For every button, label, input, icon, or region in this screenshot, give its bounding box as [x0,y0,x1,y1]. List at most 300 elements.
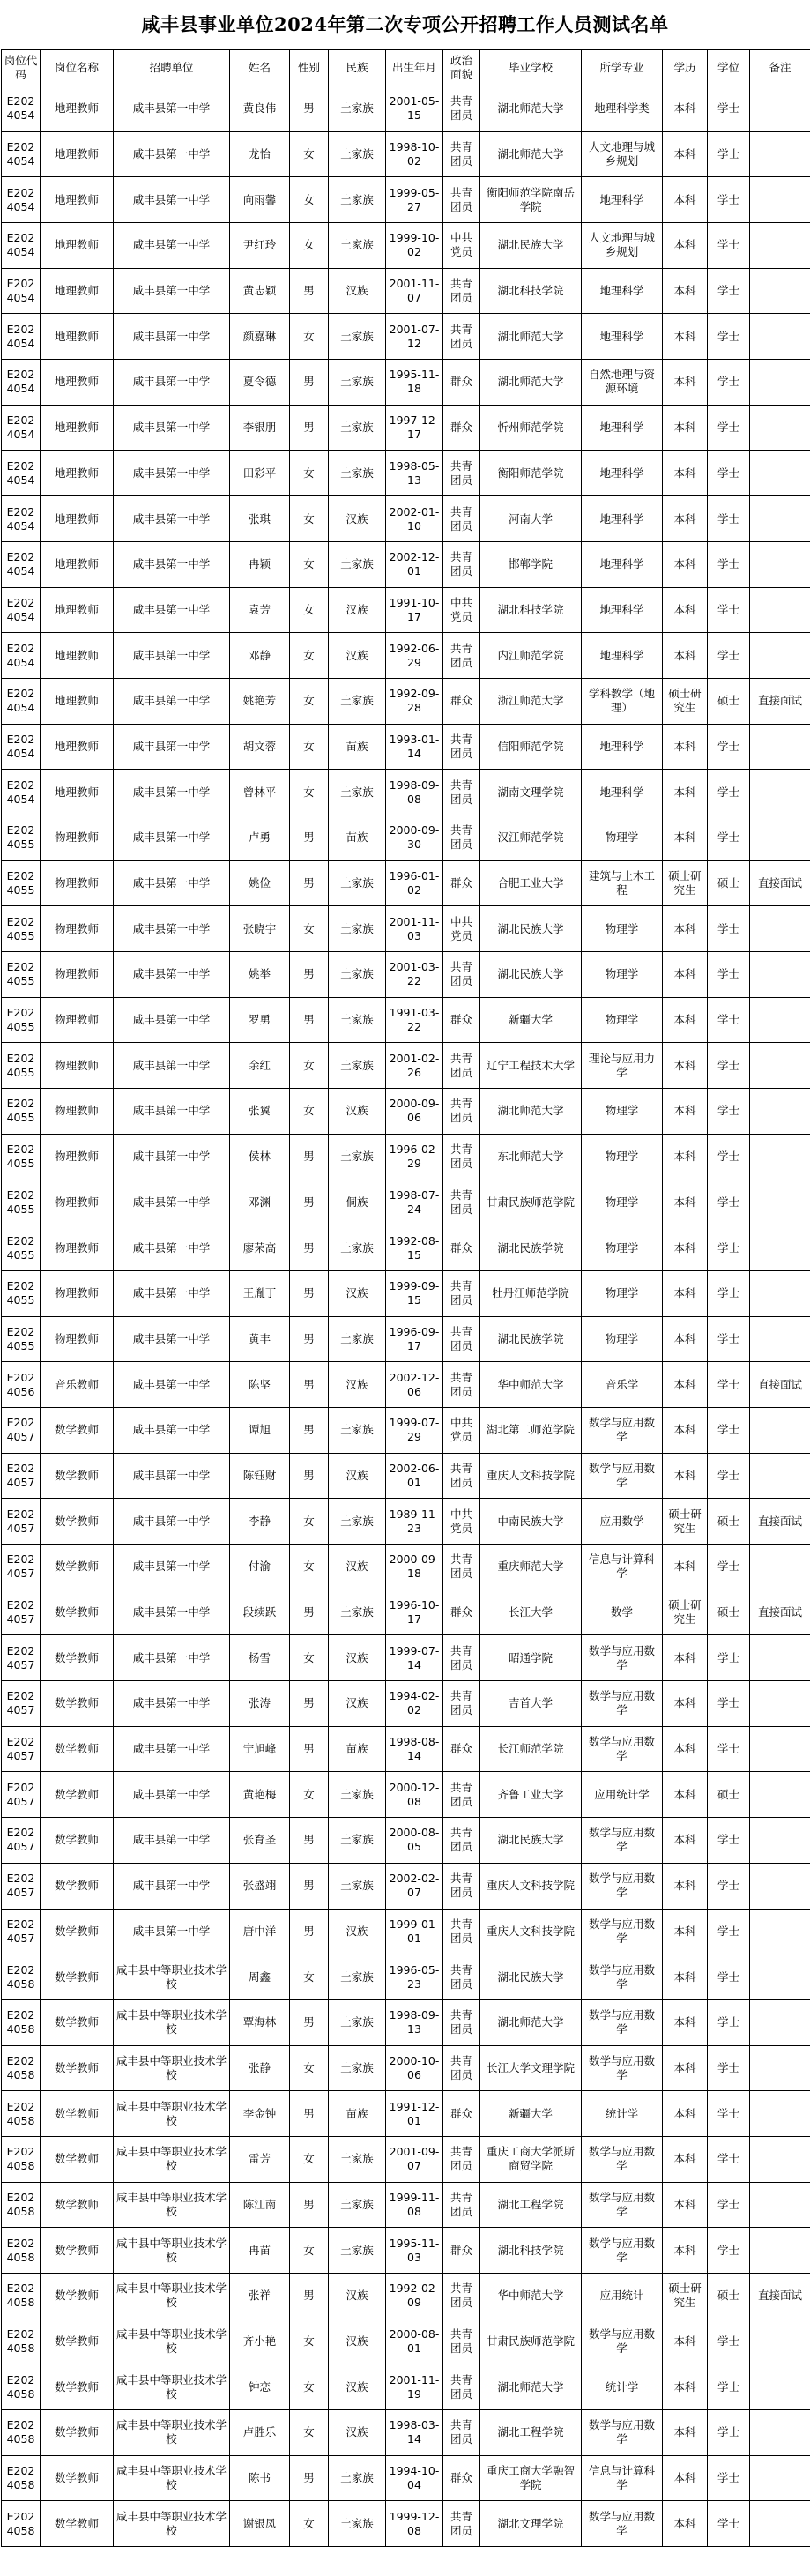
gender-cell: 男 [290,405,329,450]
degree-cell: 学士 [708,131,750,177]
school-cell: 衡阳师范学院南岳学院 [480,177,582,223]
table-row [2,1407,810,1453]
education-cell: 本科 [663,360,708,406]
table-row [2,1818,810,1864]
post-code-cell: E2024055 [2,906,41,952]
ethnicity-cell: 土家族 [329,1316,386,1362]
table-row [2,2319,810,2364]
birth-date-cell: 2002-02-07 [386,1863,443,1909]
degree-cell: 学士 [708,2228,750,2274]
post-code-cell: E2024055 [2,1043,41,1089]
remarks-cell: 直接面试 [750,678,810,724]
table-row [2,2136,810,2182]
education-cell: 本科 [663,2182,708,2228]
table-row [2,1999,810,2045]
school-cell: 牡丹江师范学院 [480,1270,582,1316]
school-cell: 新疆大学 [480,2091,582,2137]
birth-date-cell: 1996-09-17 [386,1316,443,1362]
post-name-cell: 数学教师 [41,1590,114,1635]
name-cell: 陈坚 [230,1362,290,1408]
post-code-cell: E2024058 [2,2364,41,2410]
birth-date-cell: 1999-01-01 [386,1909,443,1954]
school-cell: 新疆大学 [480,997,582,1043]
ethnicity-cell: 汉族 [329,633,386,679]
degree-cell: 学士 [708,1453,750,1499]
remarks-cell [750,770,810,815]
degree-cell: 学士 [708,2136,750,2182]
remarks-cell [750,1180,810,1225]
post-name-cell: 物理教师 [41,1043,114,1089]
employer-cell: 咸丰县第一中学 [114,1545,230,1590]
school-cell: 辽宁工程技术大学 [480,1043,582,1089]
name-cell: 黄艳梅 [230,1772,290,1818]
gender-cell: 男 [290,952,329,998]
ethnicity-cell: 汉族 [329,2274,386,2319]
political-status-cell: 共青团员 [443,496,480,542]
name-cell: 向雨馨 [230,177,290,223]
political-status-cell: 共青团员 [443,1270,480,1316]
remarks-cell [750,2410,810,2456]
major-cell: 理论与应用力学 [582,1043,663,1089]
name-cell: 张育圣 [230,1818,290,1864]
post-name-cell: 数学教师 [41,1499,114,1545]
birth-date-cell: 1994-02-02 [386,1681,443,1727]
degree-cell: 学士 [708,2182,750,2228]
post-name-cell: 数学教师 [41,2274,114,2319]
employer-cell: 咸丰县第一中学 [114,1316,230,1362]
name-cell: 付渝 [230,1545,290,1590]
ethnicity-cell: 土家族 [329,906,386,952]
school-cell: 湖北民族大学 [480,952,582,998]
major-cell: 人文地理与城乡规划 [582,223,663,269]
header-post-name: 岗位名称 [41,50,114,86]
education-cell: 本科 [663,587,708,633]
table-row [2,268,810,314]
major-cell: 物理学 [582,815,663,861]
employer-cell: 咸丰县中等职业技术学校 [114,1954,230,2000]
gender-cell: 女 [290,2319,329,2364]
remarks-cell [750,1225,810,1271]
political-status-cell: 共青团员 [443,1863,480,1909]
degree-cell: 学士 [708,2091,750,2137]
political-status-cell: 共青团员 [443,1180,480,1225]
education-cell: 本科 [663,2410,708,2456]
birth-date-cell: 2000-10-06 [386,2045,443,2091]
ethnicity-cell: 汉族 [329,1681,386,1727]
major-cell: 统计学 [582,2364,663,2410]
post-code-cell: E2024054 [2,268,41,314]
employer-cell: 咸丰县第一中学 [114,815,230,861]
employer-cell: 咸丰县第一中学 [114,314,230,360]
name-cell: 陈钰财 [230,1453,290,1499]
school-cell: 湖北师范大学 [480,360,582,406]
name-cell: 雷芳 [230,2136,290,2182]
gender-cell: 女 [290,496,329,542]
gender-cell: 男 [290,1316,329,1362]
name-cell: 颜嘉琳 [230,314,290,360]
remarks-cell [750,952,810,998]
education-cell: 本科 [663,1545,708,1590]
remarks-cell [750,1545,810,1590]
post-name-cell: 地理教师 [41,405,114,450]
remarks-cell [750,1089,810,1135]
political-status-cell: 共青团员 [443,314,480,360]
remarks-cell [750,1999,810,2045]
employer-cell: 咸丰县中等职业技术学校 [114,2274,230,2319]
birth-date-cell: 2000-12-08 [386,1772,443,1818]
ethnicity-cell: 土家族 [329,360,386,406]
major-cell: 数学与应用数学 [582,1726,663,1772]
political-status-cell: 共青团员 [443,541,480,587]
gender-cell: 女 [290,450,329,496]
employer-cell: 咸丰县第一中学 [114,952,230,998]
gender-cell: 男 [290,1681,329,1727]
name-cell: 覃海林 [230,1999,290,2045]
political-status-cell: 群众 [443,2091,480,2137]
political-status-cell: 中共党员 [443,906,480,952]
birth-date-cell: 2000-09-30 [386,815,443,861]
table-row [2,1134,810,1180]
employer-cell: 咸丰县中等职业技术学校 [114,2410,230,2456]
political-status-cell: 共青团员 [443,1453,480,1499]
birth-date-cell: 1999-11-08 [386,2182,443,2228]
ethnicity-cell: 土家族 [329,860,386,906]
post-name-cell: 数学教师 [41,1818,114,1864]
major-cell: 地理科学 [582,633,663,679]
birth-date-cell: 1996-05-23 [386,1954,443,2000]
degree-cell: 学士 [708,1818,750,1864]
major-cell: 自然地理与资源环境 [582,360,663,406]
major-cell: 数学与应用数学 [582,2410,663,2456]
gender-cell: 女 [290,1499,329,1545]
post-code-cell: E2024058 [2,2228,41,2274]
degree-cell: 学士 [708,86,750,132]
employer-cell: 咸丰县中等职业技术学校 [114,2136,230,2182]
school-cell: 重庆工商大学融智学院 [480,2455,582,2501]
ethnicity-cell: 汉族 [329,1270,386,1316]
table-row [2,633,810,679]
employer-cell: 咸丰县中等职业技术学校 [114,2501,230,2547]
name-cell: 张涛 [230,1681,290,1727]
ethnicity-cell: 土家族 [329,1134,386,1180]
remarks-cell [750,1863,810,1909]
major-cell: 应用数学 [582,1499,663,1545]
table-row [2,223,810,269]
gender-cell: 男 [290,997,329,1043]
remarks-cell [750,1407,810,1453]
ethnicity-cell: 土家族 [329,952,386,998]
gender-cell: 男 [290,2274,329,2319]
name-cell: 段续跃 [230,1590,290,1635]
degree-cell: 学士 [708,1225,750,1271]
political-status-cell: 共青团员 [443,815,480,861]
major-cell: 信息与计算科学 [582,2455,663,2501]
major-cell: 数学与应用数学 [582,1999,663,2045]
ethnicity-cell: 土家族 [329,997,386,1043]
political-status-cell: 共青团员 [443,1043,480,1089]
ethnicity-cell: 汉族 [329,2319,386,2364]
name-cell: 侯林 [230,1134,290,1180]
education-cell: 本科 [663,2364,708,2410]
name-cell: 宁旭峰 [230,1726,290,1772]
ethnicity-cell: 土家族 [329,1863,386,1909]
school-cell: 合肥工业大学 [480,860,582,906]
post-code-cell: E2024058 [2,1954,41,2000]
remarks-cell [750,633,810,679]
ethnicity-cell: 土家族 [329,1954,386,2000]
remarks-cell [750,2364,810,2410]
remarks-cell [750,724,810,770]
post-name-cell: 地理教师 [41,268,114,314]
table-row [2,1772,810,1818]
post-name-cell: 物理教师 [41,906,114,952]
birth-date-cell: 1996-10-17 [386,1590,443,1635]
table-row [2,360,810,406]
education-cell: 本科 [663,1453,708,1499]
birth-date-cell: 2002-12-06 [386,1362,443,1408]
education-cell: 本科 [663,1407,708,1453]
birth-date-cell: 1998-10-02 [386,131,443,177]
political-status-cell: 群众 [443,1590,480,1635]
birth-date-cell: 2002-12-01 [386,541,443,587]
post-name-cell: 数学教师 [41,1681,114,1727]
degree-cell: 学士 [708,450,750,496]
table-row [2,2182,810,2228]
name-cell: 张静 [230,2045,290,2091]
gender-cell: 男 [290,2091,329,2137]
education-cell: 本科 [663,1954,708,2000]
degree-cell: 学士 [708,906,750,952]
table-row [2,952,810,998]
post-code-cell: E2024058 [2,1999,41,2045]
post-code-cell: E2024054 [2,496,41,542]
gender-cell: 男 [290,860,329,906]
post-name-cell: 地理教师 [41,724,114,770]
political-status-cell: 共青团员 [443,1772,480,1818]
remarks-cell: 直接面试 [750,1590,810,1635]
name-cell: 姚举 [230,952,290,998]
major-cell: 地理科学 [582,268,663,314]
employer-cell: 咸丰县中等职业技术学校 [114,2182,230,2228]
education-cell: 本科 [663,131,708,177]
ethnicity-cell: 侗族 [329,1180,386,1225]
name-cell: 杨雪 [230,1635,290,1681]
political-status-cell: 群众 [443,1726,480,1772]
table-row [2,86,810,132]
employer-cell: 咸丰县第一中学 [114,405,230,450]
gender-cell: 女 [290,131,329,177]
birth-date-cell: 2001-11-03 [386,906,443,952]
name-cell: 张晓宇 [230,906,290,952]
birth-date-cell: 1998-07-24 [386,1180,443,1225]
political-status-cell: 中共党员 [443,1407,480,1453]
post-name-cell: 物理教师 [41,1225,114,1271]
school-cell: 重庆师范大学 [480,1545,582,1590]
political-status-cell: 共青团员 [443,1134,480,1180]
post-code-cell: E2024054 [2,131,41,177]
degree-cell: 学士 [708,1043,750,1089]
degree-cell: 学士 [708,1545,750,1590]
employer-cell: 咸丰县第一中学 [114,450,230,496]
birth-date-cell: 1999-07-14 [386,1635,443,1681]
school-cell: 湖北民族大学 [480,1954,582,2000]
table-row [2,1453,810,1499]
remarks-cell [750,223,810,269]
education-cell: 本科 [663,1999,708,2045]
school-cell: 甘肃民族师范学院 [480,1180,582,1225]
name-cell: 王胤丁 [230,1270,290,1316]
remarks-cell [750,314,810,360]
political-status-cell: 群众 [443,678,480,724]
birth-date-cell: 1998-09-13 [386,1999,443,2045]
post-code-cell: E2024057 [2,1909,41,1954]
post-code-cell: E2024057 [2,1545,41,1590]
major-cell: 地理科学 [582,405,663,450]
major-cell: 数学与应用数学 [582,1954,663,2000]
header-degree: 学位 [708,50,750,86]
gender-cell: 男 [290,1453,329,1499]
political-status-cell: 群众 [443,2455,480,2501]
post-code-cell: E2024055 [2,860,41,906]
table-row [2,2045,810,2091]
remarks-cell [750,2091,810,2137]
post-code-cell: E2024054 [2,405,41,450]
name-cell: 尹红玲 [230,223,290,269]
school-cell: 长江大学 [480,1590,582,1635]
school-cell: 湖北工程学院 [480,2410,582,2456]
name-cell: 周鑫 [230,1954,290,2000]
employer-cell: 咸丰县中等职业技术学校 [114,2319,230,2364]
school-cell: 湖北师范大学 [480,1999,582,2045]
school-cell: 邯郸学院 [480,541,582,587]
political-status-cell: 共青团员 [443,1681,480,1727]
name-cell: 田彩平 [230,450,290,496]
education-cell: 本科 [663,86,708,132]
header-employer: 招聘单位 [114,50,230,86]
post-name-cell: 物理教师 [41,997,114,1043]
post-code-cell: E2024057 [2,1681,41,1727]
major-cell: 数学与应用数学 [582,2136,663,2182]
gender-cell: 女 [290,587,329,633]
education-cell: 本科 [663,177,708,223]
gender-cell: 男 [290,1134,329,1180]
employer-cell: 咸丰县第一中学 [114,1134,230,1180]
degree-cell: 学士 [708,405,750,450]
school-cell: 中南民族大学 [480,1499,582,1545]
major-cell: 统计学 [582,2091,663,2137]
name-cell: 李金钟 [230,2091,290,2137]
political-status-cell: 共青团员 [443,2364,480,2410]
birth-date-cell: 2001-05-15 [386,86,443,132]
table-row [2,997,810,1043]
ethnicity-cell: 汉族 [329,1453,386,1499]
table-row [2,2455,810,2501]
ethnicity-cell: 苗族 [329,724,386,770]
remarks-cell [750,2136,810,2182]
school-cell: 长江大学文理学院 [480,2045,582,2091]
birth-date-cell: 1998-09-08 [386,770,443,815]
gender-cell: 男 [290,360,329,406]
major-cell: 应用统计学 [582,1772,663,1818]
employer-cell: 咸丰县第一中学 [114,678,230,724]
school-cell: 重庆人文科技学院 [480,1453,582,1499]
degree-cell: 学士 [708,724,750,770]
employer-cell: 咸丰县第一中学 [114,997,230,1043]
gender-cell: 女 [290,314,329,360]
education-cell: 本科 [663,1772,708,1818]
school-cell: 昭通学院 [480,1635,582,1681]
education-cell: 本科 [663,1362,708,1408]
education-cell: 本科 [663,1089,708,1135]
birth-date-cell: 1992-09-28 [386,678,443,724]
political-status-cell: 共青团员 [443,952,480,998]
birth-date-cell: 1989-11-23 [386,1499,443,1545]
post-name-cell: 数学教师 [41,2455,114,2501]
birth-date-cell: 1991-03-22 [386,997,443,1043]
remarks-cell [750,815,810,861]
major-cell: 物理学 [582,906,663,952]
education-cell: 本科 [663,724,708,770]
birth-date-cell: 1997-12-17 [386,405,443,450]
education-cell: 本科 [663,1043,708,1089]
ethnicity-cell: 汉族 [329,1635,386,1681]
table-row [2,1863,810,1909]
post-name-cell: 物理教师 [41,1089,114,1135]
post-code-cell: E2024058 [2,2274,41,2319]
employer-cell: 咸丰县第一中学 [114,724,230,770]
major-cell: 数学与应用数学 [582,1635,663,1681]
employer-cell: 咸丰县第一中学 [114,1499,230,1545]
name-cell: 李静 [230,1499,290,1545]
degree-cell: 硕士 [708,678,750,724]
birth-date-cell: 2001-07-12 [386,314,443,360]
employer-cell: 咸丰县第一中学 [114,131,230,177]
remarks-cell [750,2228,810,2274]
post-code-cell: E2024055 [2,1134,41,1180]
political-status-cell: 共青团员 [443,86,480,132]
ethnicity-cell: 汉族 [329,1089,386,1135]
header-major: 所学专业 [582,50,663,86]
birth-date-cell: 1996-01-02 [386,860,443,906]
degree-cell: 学士 [708,1270,750,1316]
post-code-cell: E2024057 [2,1635,41,1681]
employer-cell: 咸丰县第一中学 [114,1726,230,1772]
degree-cell: 学士 [708,1180,750,1225]
major-cell: 物理学 [582,1316,663,1362]
post-code-cell: E2024054 [2,724,41,770]
political-status-cell: 共青团员 [443,2136,480,2182]
post-code-cell: E2024054 [2,360,41,406]
birth-date-cell: 2002-06-01 [386,1453,443,1499]
table-row [2,2228,810,2274]
table-row [2,1635,810,1681]
post-name-cell: 地理教师 [41,633,114,679]
post-code-cell: E2024058 [2,2136,41,2182]
ethnicity-cell: 土家族 [329,131,386,177]
major-cell: 物理学 [582,1089,663,1135]
table-row [2,906,810,952]
school-cell: 重庆人文科技学院 [480,1863,582,1909]
degree-cell: 学士 [708,1407,750,1453]
remarks-cell [750,1681,810,1727]
degree-cell: 学士 [708,1863,750,1909]
name-cell: 姚艳芳 [230,678,290,724]
school-cell: 湖北民族学院 [480,1316,582,1362]
gender-cell: 男 [290,815,329,861]
ethnicity-cell: 土家族 [329,1043,386,1089]
remarks-cell [750,86,810,132]
degree-cell: 学士 [708,952,750,998]
